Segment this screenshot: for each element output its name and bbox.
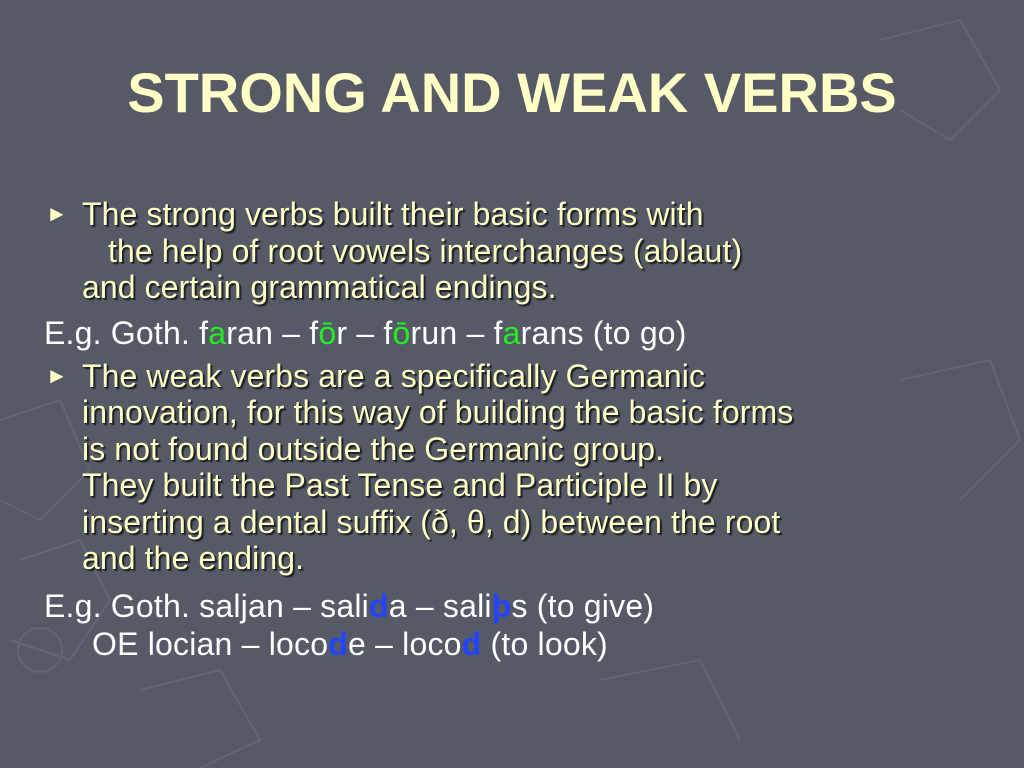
example-text: r – f: [336, 314, 393, 351]
bullet-line: and certain grammatical endings.: [82, 269, 557, 305]
example-text: OE locian – loco: [92, 625, 329, 662]
example-text: E.g. Goth. f: [44, 314, 209, 351]
highlighted-sound: a: [208, 314, 227, 351]
bullet-arrow-icon: ►: [46, 201, 68, 226]
example-text: run – f: [410, 314, 503, 351]
example-text: s (to give): [511, 587, 655, 624]
highlighted-sound: ō: [318, 314, 337, 351]
highlighted-sound: a: [502, 314, 521, 351]
example-old-english-weak: [44, 625, 1004, 663]
example-gothic-strong: [44, 314, 1004, 352]
bullet-weak-verbs-text: [82, 358, 1004, 577]
bullet-arrow-icon: ►: [46, 362, 68, 388]
highlighted-sound: d: [368, 587, 389, 624]
bullet-line: The weak verbs are a specifically Germanic: [82, 357, 706, 394]
slide-content: [44, 196, 1004, 663]
example-text: E.g. Goth. saljan – sali: [44, 587, 369, 624]
bullet-line: The strong verbs built their basic forms with: [82, 196, 704, 232]
bullet-line: They built the Past Tense and Participle II by: [82, 467, 718, 503]
bullet-line: innovation, for this way of building the basic forms: [82, 394, 794, 430]
bullet-line: is not found outside the Germanic group.: [82, 430, 665, 467]
example-text: e – loco: [347, 625, 462, 662]
example-text: a – sali: [388, 587, 492, 624]
bullet-strong-verbs: [44, 196, 1004, 306]
slide-title: STRONG AND WEAK VERBS: [127, 61, 897, 124]
highlighted-sound: d: [461, 625, 482, 662]
example-text: (to look): [481, 625, 608, 662]
bullet-weak-verbs: [44, 358, 1004, 577]
highlighted-sound: þ: [491, 587, 512, 624]
example-text: rans (to go): [520, 314, 687, 351]
bullet-line: and the ending.: [82, 540, 305, 576]
bullet-strong-verbs-text: [82, 196, 1004, 306]
highlighted-sound: ō: [392, 314, 411, 351]
example-text: ran – f: [226, 314, 319, 351]
highlighted-sound: d: [328, 625, 348, 662]
bullet-line: inserting a dental suffix (ð, θ, d) between the root: [82, 503, 781, 540]
bullet-line: the help of root vowels interchanges (ablaut): [108, 232, 743, 269]
example-gothic-weak: [44, 587, 1004, 625]
